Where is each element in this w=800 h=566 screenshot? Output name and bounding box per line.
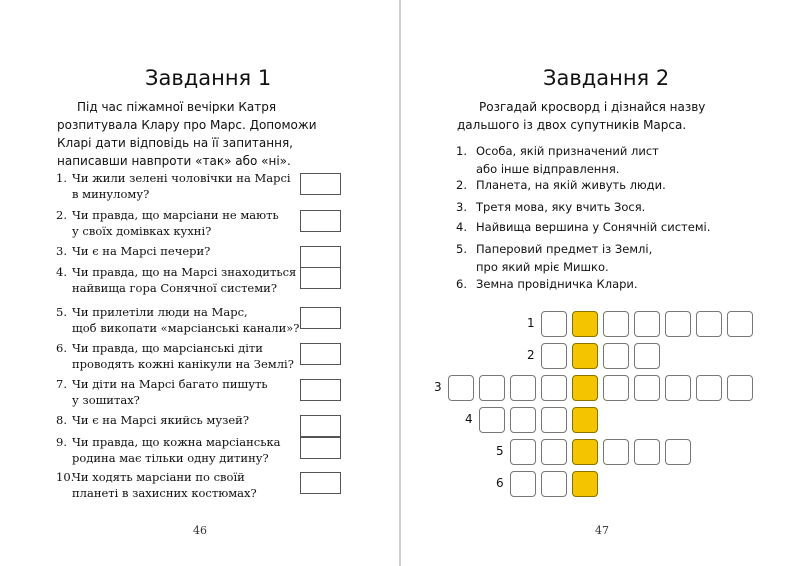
question-text: Чи прилетіли люди на Марс, щоб викопати «марсіанські канали»?	[72, 305, 300, 335]
question-number: 6.	[56, 341, 67, 355]
question-number: 4.	[56, 265, 67, 279]
task-1-title: Завдання 1	[145, 66, 272, 90]
left-page	[0, 0, 399, 566]
clue-text: Найвища вершина у Сонячній системі.	[476, 220, 711, 234]
crossword-cell[interactable]	[696, 311, 722, 337]
answer-box[interactable]	[300, 472, 341, 494]
answer-box[interactable]	[300, 267, 341, 289]
crossword-key-cell[interactable]	[572, 407, 598, 433]
crossword-cell[interactable]	[510, 439, 536, 465]
crossword-key-cell[interactable]	[572, 471, 598, 497]
clue-number: 5.	[456, 242, 467, 256]
crossword-cell[interactable]	[696, 375, 722, 401]
crossword-cell[interactable]	[665, 311, 691, 337]
crossword-cell[interactable]	[727, 375, 753, 401]
crossword-row-number: 6	[496, 476, 504, 490]
question-number: 7.	[56, 377, 67, 391]
crossword-cell[interactable]	[510, 375, 536, 401]
crossword-cell[interactable]	[603, 375, 629, 401]
clue-text: Особа, якій призначений лист або інше відправлення.	[476, 144, 659, 176]
task-2-title: Завдання 2	[543, 66, 670, 90]
question-number: 10.	[56, 470, 75, 484]
crossword-cell[interactable]	[727, 311, 753, 337]
question-text: Чи правда, що марсіанські діти проводять кожні канікули на Землі?	[72, 341, 294, 371]
crossword-key-cell[interactable]	[572, 311, 598, 337]
crossword-key-cell[interactable]	[572, 343, 598, 369]
question-number: 5.	[56, 305, 67, 319]
clue-text: Третя мова, яку вчить Зося.	[476, 200, 646, 214]
question-number: 9.	[56, 435, 67, 449]
crossword-cell[interactable]	[510, 471, 536, 497]
clue-number: 3.	[456, 200, 467, 214]
crossword-row-number: 5	[496, 444, 504, 458]
question-text: Чи правда, що марсіани не мають у своїх домівках кухні?	[72, 208, 279, 238]
clue-number: 1.	[456, 144, 467, 158]
crossword-key-cell[interactable]	[572, 375, 598, 401]
question-number: 8.	[56, 413, 67, 427]
crossword-cell[interactable]	[603, 343, 629, 369]
answer-box[interactable]	[300, 173, 341, 195]
clue-number: 6.	[456, 277, 467, 291]
clue-number: 2.	[456, 178, 467, 192]
crossword-cell[interactable]	[541, 375, 567, 401]
crossword-cell[interactable]	[541, 471, 567, 497]
question-text: Чи є на Марсі якийсь музей?	[72, 413, 249, 427]
question-text: Чи ходять марсіани по своїй планеті в захисних костюмах?	[72, 470, 257, 500]
crossword-cell[interactable]	[541, 343, 567, 369]
question-text: Чи жили зелені чоловічки на Марсі в минулому?	[72, 171, 291, 201]
crossword-row-number: 4	[465, 412, 473, 426]
answer-box[interactable]	[300, 307, 341, 329]
crossword-cell[interactable]	[634, 375, 660, 401]
crossword-cell[interactable]	[541, 311, 567, 337]
crossword-row-number: 2	[527, 348, 535, 362]
clue-text: Паперовий предмет із Землі, про який мріє Мишко.	[476, 242, 653, 274]
crossword-key-cell[interactable]	[572, 439, 598, 465]
task-1-intro: Під час піжамної вечірки Катря розпитувала Клару про Марс. Допоможи Кларі дати відповідь на її запитання, написавши навпроти «так» або «ні».	[57, 100, 317, 168]
question-text: Чи діти на Марсі багато пишуть у зошитах?	[72, 377, 268, 407]
clue-number: 4.	[456, 220, 467, 234]
question-text: Чи правда, що кожна марсіанська родина має тільки одну дитину?	[72, 435, 281, 465]
clue-text: Земна провідничка Клари.	[476, 277, 638, 291]
crossword-cell[interactable]	[634, 311, 660, 337]
crossword-cell[interactable]	[510, 407, 536, 433]
crossword-cell[interactable]	[665, 375, 691, 401]
crossword-cell[interactable]	[665, 439, 691, 465]
page-number: 46	[193, 524, 207, 537]
crossword-row-number: 1	[527, 316, 535, 330]
question-text: Чи правда, що на Марсі знаходиться найвища гора Сонячної системи?	[72, 265, 297, 295]
crossword-cell[interactable]	[479, 407, 505, 433]
crossword-cell[interactable]	[634, 439, 660, 465]
answer-box[interactable]	[300, 379, 341, 401]
answer-box[interactable]	[300, 437, 341, 459]
crossword-row-number: 3	[434, 380, 442, 394]
crossword-cell[interactable]	[541, 439, 567, 465]
crossword-cell[interactable]	[634, 343, 660, 369]
question-number: 1.	[56, 171, 67, 185]
crossword-cell[interactable]	[603, 439, 629, 465]
answer-box[interactable]	[300, 343, 341, 365]
question-number: 2.	[56, 208, 67, 222]
question-number: 3.	[56, 244, 67, 258]
crossword-cell[interactable]	[603, 311, 629, 337]
crossword-cell[interactable]	[541, 407, 567, 433]
answer-box[interactable]	[300, 210, 341, 232]
clue-text: Планета, на якій живуть люди.	[476, 178, 666, 192]
page-number: 47	[595, 524, 609, 537]
task-2-intro: Розгадай кросворд і дізнайся назву дальшого із двох супутників Марса.	[457, 100, 706, 132]
question-text: Чи є на Марсі печери?	[72, 244, 211, 258]
crossword-cell[interactable]	[479, 375, 505, 401]
crossword-cell[interactable]	[448, 375, 474, 401]
